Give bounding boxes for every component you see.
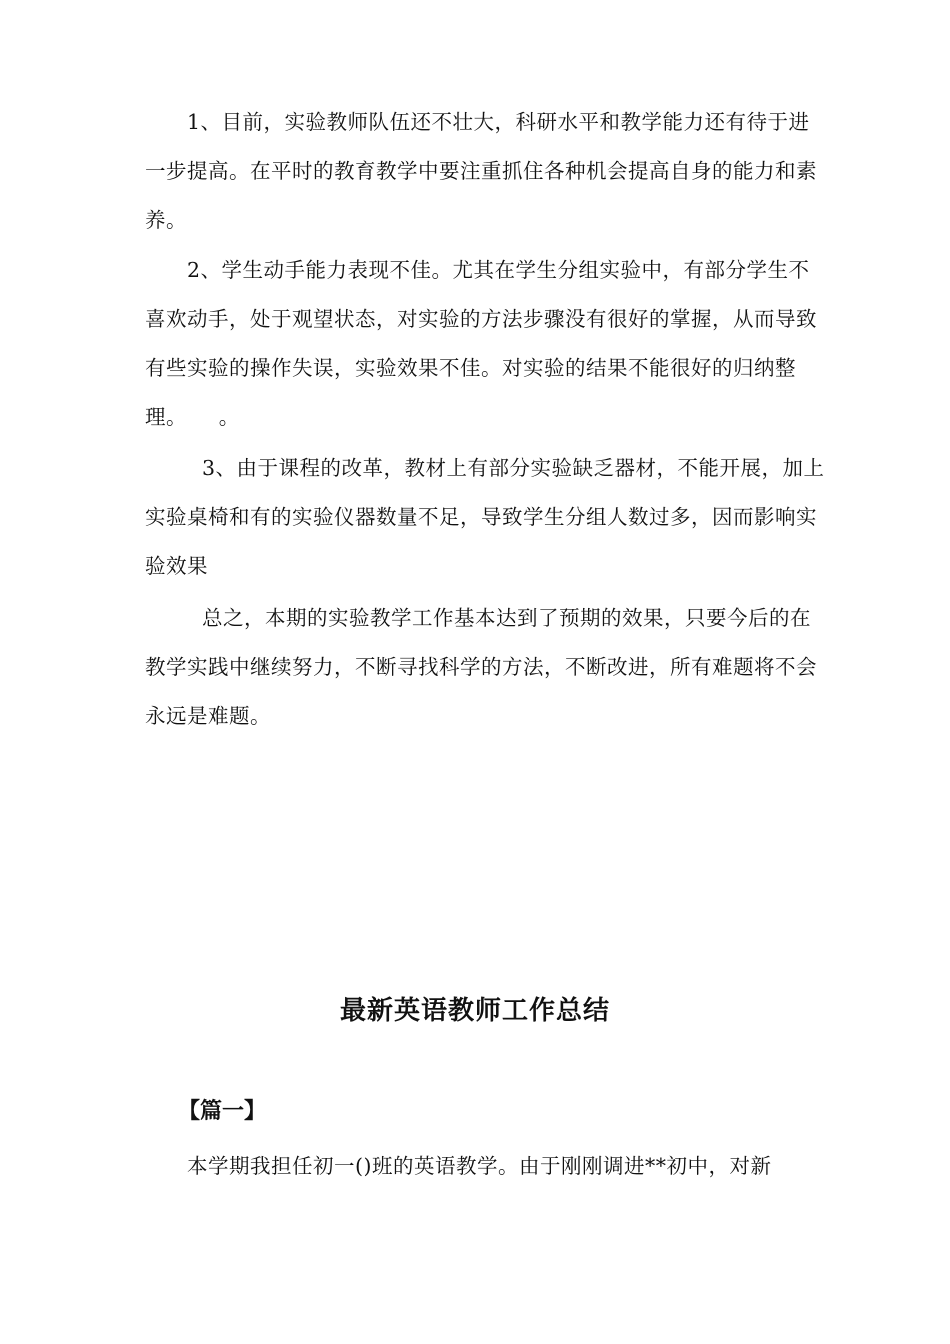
section-heading: 【篇一】 [178, 1099, 267, 1124]
paragraph-3: 3、由于课程的改革，教材上有部分实验缺乏器材，不能开展，加上实验桌椅和有的实验仪器数量不足，导致学生分组人数过多，因而影响实验效果 [145, 456, 825, 578]
document-title: 最新英语教师工作总结 [339, 996, 610, 1026]
paragraph-last: 本学期我担任初一()班的英语教学。由于刚刚调进**初中，对新 [187, 1154, 772, 1178]
paragraph-4: 总之，本期的实验教学工作基本达到了预期的效果，只要今后的在教学实践中继续努力，不断寻找科学的方法，不断改进，所有难题将不会永远是难题。 [145, 606, 817, 728]
paragraph-2: 2、学生动手能力表现不佳。尤其在学生分组实验中，有部分学生不喜欢动手，处于观望状态，对实验的方法步骤没有很好的掌握，从而导致有些实验的操作失误，实验效果不佳。对实验的结果不能很好的归纳整理。 。 [145, 258, 817, 429]
paragraph-1: 1、目前，实验教师队伍还不壮大，科研水平和教学能力还有待于进一步提高。在平时的教育教学中要注重抓住各种机会提高自身的能力和素养。 [145, 110, 817, 232]
